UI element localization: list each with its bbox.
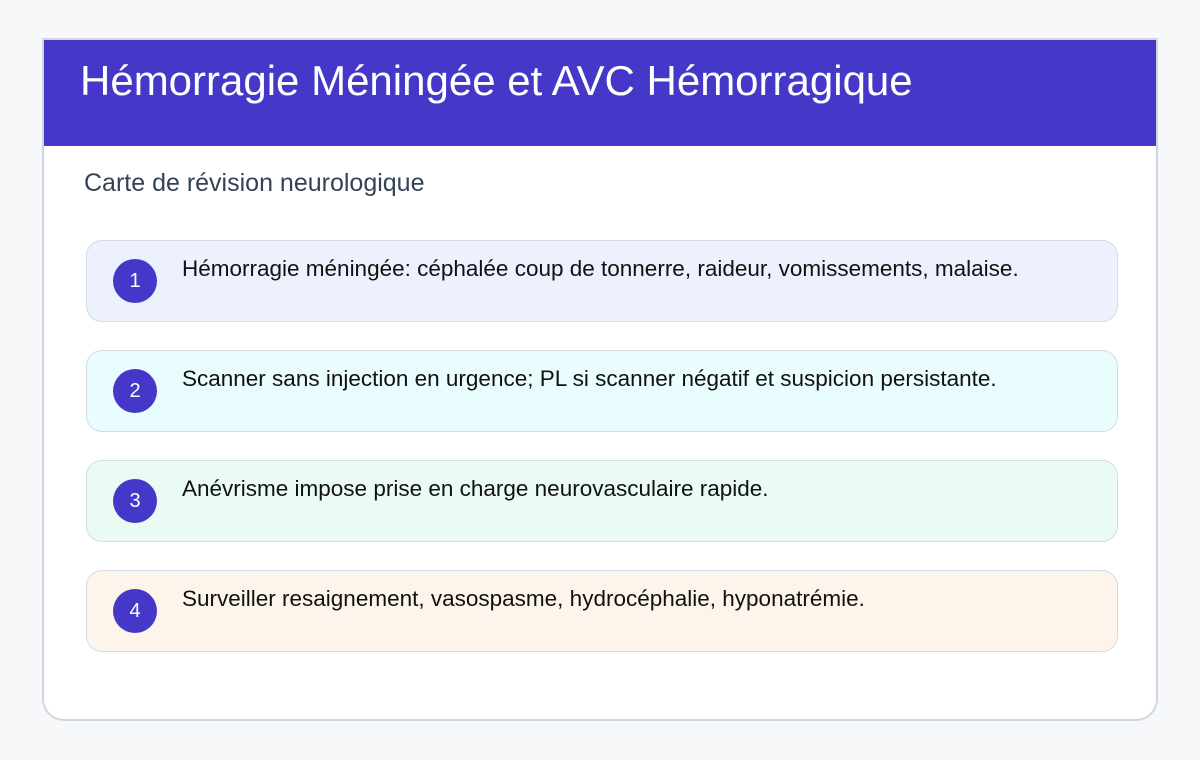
item-number-badge: 4 <box>113 589 157 633</box>
item-text: Surveiller resaignement, vasospasme, hydrocéphalie, hyponatrémie. <box>182 586 865 611</box>
item-number-badge: 3 <box>113 479 157 523</box>
list-item-2 <box>86 350 1118 432</box>
page-title: Hémorragie Méningée et AVC Hémorragique <box>80 57 913 104</box>
item-text: Hémorragie méningée: céphalée coup de tonnerre, raideur, vomissements, malaise. <box>182 256 1019 281</box>
list-item-1 <box>86 240 1118 322</box>
list-item-4 <box>86 570 1118 652</box>
item-text: Scanner sans injection en urgence; PL si scanner négatif et suspicion persistante. <box>182 366 997 391</box>
card-header <box>42 38 1158 146</box>
item-text: Anévrisme impose prise en charge neurovasculaire rapide. <box>182 476 769 501</box>
card-subtitle: Carte de révision neurologique <box>84 169 425 197</box>
revision-card <box>42 38 1158 721</box>
item-number-badge: 1 <box>113 259 157 303</box>
item-number-badge: 2 <box>113 369 157 413</box>
list-item-3 <box>86 460 1118 542</box>
